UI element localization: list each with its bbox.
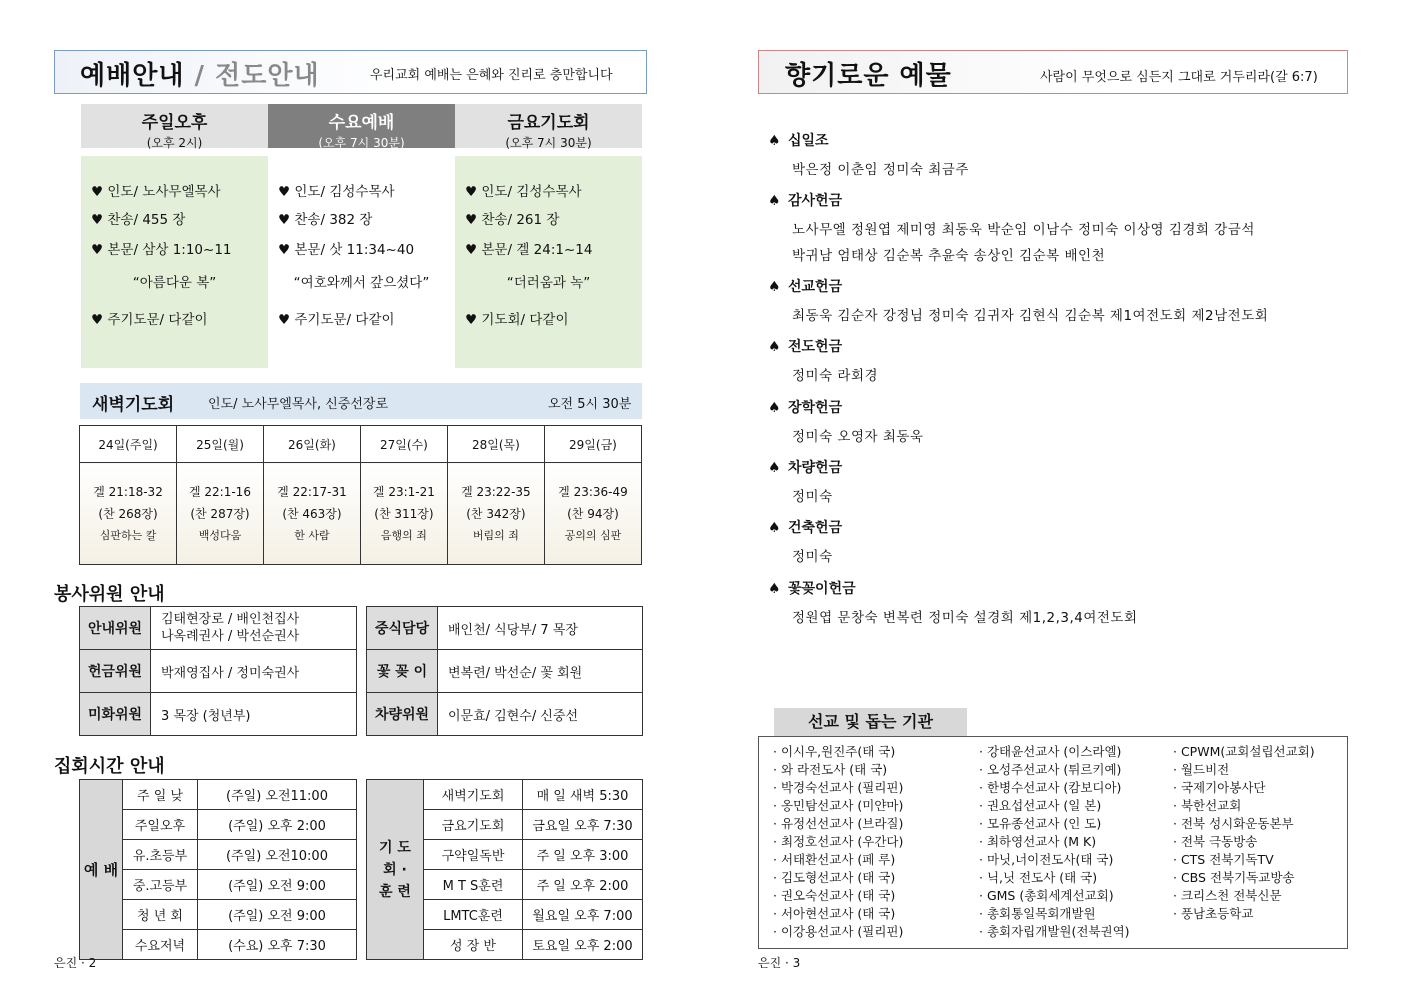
mission-item: · 서태환선교사 (페 루): [773, 852, 896, 867]
volunteer-label: 중식담당: [367, 607, 438, 650]
meeting-time: (주일) 오전10:00: [198, 840, 357, 870]
volunteer-table-left: [79, 606, 357, 736]
day-cell: [177, 463, 264, 565]
volunteer-value: [151, 607, 357, 650]
worship-times-table: [79, 779, 357, 960]
mission-item: · 오성주선교사 (튀르키예): [979, 762, 1122, 777]
service-line: ♥ 찬송/ 261 장: [465, 212, 560, 228]
service-detail-wednesday: [268, 156, 455, 368]
mission-item: · 옹민탐선교사 (미얀마): [773, 798, 904, 813]
meeting-time: 주 일 오후 2:00: [523, 870, 643, 900]
meeting-name: 청 년 회: [123, 900, 198, 930]
meeting-name: 주 일 낮: [123, 780, 198, 810]
mission-item: · 한병수선교사 (캄보디아): [979, 780, 1122, 795]
meeting-name: M T S훈련: [424, 870, 523, 900]
worship-subtitle: 우리교회 예배는 은혜와 진리로 충만합니다: [370, 68, 613, 83]
mission-item: · 크리스천 전북신문: [1173, 888, 1282, 903]
service-line: ♥ 본문/ 삿 11:34~40: [278, 242, 415, 258]
sermon-title: “아름다운 복”: [132, 275, 217, 291]
service-line: ♥ 찬송/ 455 장: [91, 212, 186, 228]
volunteer-label: 꽃 꽂 이: [367, 650, 438, 693]
mission-item: · 김도형선교사 (태 국): [773, 870, 896, 885]
day-topic: 백성다움: [198, 528, 242, 542]
spade-icon: ♠: [768, 193, 781, 209]
day-hymn: (찬 94장): [567, 506, 619, 521]
day-topic: 한 사람: [294, 528, 330, 542]
worship-side-label: 예 배: [80, 780, 123, 960]
offering-names: 정미숙 라회경: [792, 368, 879, 384]
offering-title-text: 장학헌금: [788, 400, 843, 416]
meeting-name: 금요기도회: [424, 810, 523, 840]
service-header-sunday: [81, 104, 268, 148]
offering-title: 향기로운 예물: [785, 61, 952, 91]
meeting-time: 토요일 오후 2:00: [523, 930, 643, 960]
volunteer-value: 배인천/ 식당부/ 7 목장: [438, 607, 643, 650]
service-time: (오후 7시 30분): [318, 136, 405, 150]
day-header: 27일(수): [360, 426, 447, 463]
dawn-prayer-title: 새벽기도회: [92, 395, 175, 415]
page-number-left: 은진 · 2: [54, 956, 97, 970]
day-topic: 공의의 심판: [564, 528, 622, 542]
service-detail-friday: [455, 156, 642, 368]
mission-item: · 강태윤선교사 (이스라엘): [979, 744, 1122, 759]
page-number-right: 은진 · 3: [758, 956, 801, 970]
sermon-title: “더러움과 녹”: [506, 275, 591, 291]
meeting-time: (주일) 오전 9:00: [198, 870, 357, 900]
day-topic: 음행의 죄: [380, 528, 427, 542]
day-text: 겔 23:36-49: [558, 484, 628, 499]
day-text: 겔 22:17-31: [277, 484, 347, 499]
mission-item: · 와 라전도사 (태 국): [773, 762, 888, 777]
offering-names: 정미숙 오영자 최동욱: [792, 429, 924, 445]
mission-item: · 박경숙선교사 (필리핀): [773, 780, 904, 795]
service-detail-sunday: [81, 156, 268, 368]
mission-item: · 풍남초등학교: [1173, 906, 1254, 921]
volunteer-value: 변복련/ 박선순/ 꽃 회원: [438, 650, 643, 693]
mission-item: · 이시우,원진주(태 국): [773, 744, 896, 759]
service-line: ♥ 기도회/ 다같이: [465, 312, 569, 328]
service-time: (오후 7시 30분): [505, 136, 592, 150]
day-topic: 버림의 죄: [472, 528, 519, 542]
volunteer-value-line: 김태현장로 / 배인천집사: [161, 612, 300, 627]
day-cell: [80, 463, 177, 565]
sermon-title: “여호와께서 갚으셨다”: [293, 275, 430, 291]
mission-item: · 북한선교회: [1173, 798, 1242, 813]
mission-item: · GMS (총회세계선교회): [979, 888, 1114, 903]
offering-building: [768, 517, 842, 565]
offering-title-text: 전도헌금: [788, 339, 843, 355]
volunteer-label: 차량위원: [367, 693, 438, 736]
mission-item: · 닉,닛 전도사 (태 국): [979, 870, 1098, 885]
mission-item: · 전북 극동방송: [1173, 834, 1258, 849]
offering-scholarship: [768, 397, 923, 445]
mission-item: · 국제기아봉사단: [1173, 780, 1266, 795]
volunteer-label: 안내위원: [80, 607, 151, 650]
spade-icon: ♠: [768, 400, 781, 416]
offering-vehicle: [768, 457, 842, 505]
offering-title-text: 감사헌금: [788, 193, 843, 209]
worship-title-main: 예배안내: [80, 61, 185, 91]
mission-column-1: [773, 743, 903, 941]
day-cell: [360, 463, 447, 565]
mission-item: · 이강용선교사 (필리핀): [773, 924, 904, 939]
dawn-schedule-table: [79, 425, 642, 565]
mission-item: · 서아현선교사 (태 국): [773, 906, 896, 921]
spade-icon: ♠: [768, 520, 781, 536]
day-topic: 심판하는 칼: [99, 528, 157, 542]
meeting-name: 새벽기도회: [424, 780, 523, 810]
day-header: 28일(목): [447, 426, 544, 463]
mission-item: · CBS 전북기독교방송: [1173, 870, 1295, 885]
meeting-name: LMTC훈련: [424, 900, 523, 930]
service-line: ♥ 본문/ 겔 24:1~14: [465, 242, 593, 258]
mission-item: · 전북 성시화운동본부: [1173, 816, 1294, 831]
offering-title-text: 건축헌금: [788, 520, 843, 536]
offering-names: 최동욱 김순자 강정님 정미숙 김귀자 김현식 김순복 제1여전도회 제2남전도회: [792, 308, 1269, 324]
meeting-time: 매 일 새벽 5:30: [523, 780, 643, 810]
meeting-time: 주 일 오후 3:00: [523, 840, 643, 870]
day-hymn: (찬 463장): [282, 506, 342, 521]
mission-item: · 유정선선교사 (브라질): [773, 816, 904, 831]
meeting-time: 월요일 오후 7:00: [523, 900, 643, 930]
mission-item: · 월드비전: [1173, 762, 1230, 777]
meeting-name: 구약일독반: [424, 840, 523, 870]
offering-title-text: 선교헌금: [788, 279, 843, 295]
meeting-name: 주일오후: [123, 810, 198, 840]
mission-column-2: [979, 743, 1130, 941]
service-line: ♥ 찬송/ 382 장: [278, 212, 373, 228]
meeting-time: (주일) 오전11:00: [198, 780, 357, 810]
day-text: 겔 23:1-21: [372, 484, 435, 499]
day-cell: [544, 463, 641, 565]
dawn-prayer-time: 오전 5시 30분: [548, 397, 632, 412]
mission-item: · 최하영선교사 (M K): [979, 834, 1097, 849]
service-name: 수요예배: [328, 113, 395, 133]
mission-item: · 총회자립개발원(전북권역): [979, 924, 1130, 939]
day-header: 26일(화): [263, 426, 360, 463]
mission-column-3: [1173, 743, 1315, 923]
service-line: ♥ 본문/ 삼상 1:10~11: [91, 242, 232, 258]
volunteer-value-line: 나옥례권사 / 박선순권사: [161, 629, 300, 644]
day-header: 29일(금): [544, 426, 641, 463]
service-line: ♥ 주기도문/ 다같이: [278, 312, 395, 328]
meeting-time: (주일) 오후 2:00: [198, 810, 357, 840]
mission-item: · 모유종선교사 (인 도): [979, 816, 1102, 831]
offering-tithe: [768, 130, 969, 178]
offering-title-text: 십일조: [788, 133, 829, 149]
spade-icon: ♠: [768, 460, 781, 476]
offering-names: 박귀남 엄태상 김순복 추윤숙 송상인 김순복 배인천: [792, 248, 1106, 264]
offering-title-text: 차량헌금: [788, 460, 843, 476]
day-hymn: (찬 287장): [190, 506, 250, 521]
worship-title: [80, 55, 320, 92]
mission-item: · 최정호선교사 (우간다): [773, 834, 904, 849]
meeting-time: (주일) 오전 9:00: [198, 900, 357, 930]
service-line: ♥ 주기도문/ 다같이: [91, 312, 208, 328]
service-name: 금요기도회: [507, 113, 590, 133]
meeting-name: 수요저녁: [123, 930, 198, 960]
mission-item: · CTS 전북기독TV: [1173, 852, 1274, 867]
service-line: ♥ 인도/ 김성수목사: [278, 184, 395, 200]
offering-mission: [768, 276, 1268, 324]
spade-icon: ♠: [768, 339, 781, 355]
service-header-wednesday: [268, 104, 455, 148]
service-header-friday: [455, 104, 642, 148]
day-header: 24일(주일): [80, 426, 177, 463]
offering-evangelism: [768, 336, 878, 384]
mission-item: · 권요섭선교사 (일 본): [979, 798, 1102, 813]
spade-icon: ♠: [768, 133, 781, 149]
mission-item: · 총회통일목회개발원: [979, 906, 1096, 921]
offering-flower: [768, 578, 1138, 626]
offering-names: 정원엽 문창숙 변복련 정미숙 설경희 제1,2,3,4여전도회: [792, 610, 1138, 626]
service-time: (오후 2시): [146, 136, 203, 150]
offering-names: 정미숙: [792, 549, 833, 565]
volunteer-value: 박재영집사 / 정미숙권사: [151, 650, 357, 693]
meeting-name: 성 장 반: [424, 930, 523, 960]
mission-heading: 선교 및 돕는 기관: [774, 708, 967, 736]
mission-box: [758, 736, 1348, 949]
service-name: 주일오후: [141, 113, 208, 133]
offering-names: 박은정 이춘임 정미숙 최금주: [792, 162, 969, 178]
mission-item: · 마닛,너이전도사(태 국): [979, 852, 1114, 867]
spade-icon: ♠: [768, 279, 781, 295]
day-text: 겔 23:22-35: [461, 484, 531, 499]
offering-names: 노사무엘 정원엽 제미영 최동욱 박순임 이남수 정미숙 이상영 김경희 강금석: [792, 222, 1255, 238]
dawn-prayer-leader: 인도/ 노사무엘목사, 신중선장로: [208, 397, 389, 412]
volunteer-value: 이문효/ 김현수/ 신중선: [438, 693, 643, 736]
volunteer-label: 헌금위원: [80, 650, 151, 693]
volunteer-heading: 봉사위원 안내: [54, 584, 165, 605]
volunteer-table-right: [366, 606, 643, 736]
day-text: 겔 21:18-32: [93, 484, 163, 499]
meeting-name: 중.고등부: [123, 870, 198, 900]
service-line: ♥ 인도/ 김성수목사: [465, 184, 582, 200]
prayer-times-table: [366, 779, 643, 960]
service-line: ♥ 인도/ 노사무엘목사: [91, 184, 221, 200]
day-header: 25일(월): [177, 426, 264, 463]
dawn-prayer-bar: [80, 383, 642, 419]
offering-thanks: [768, 190, 1255, 264]
worship-title-sep: /: [194, 61, 206, 91]
day-hymn: (찬 311장): [374, 506, 434, 521]
volunteer-label: 미화위원: [80, 693, 151, 736]
meeting-time: (수요) 오후 7:30: [198, 930, 357, 960]
day-text: 겔 22:1-16: [189, 484, 251, 499]
meeting-name: 유.초등부: [123, 840, 198, 870]
offering-title-text: 꽃꽂이헌금: [788, 581, 856, 597]
prayer-side-label: 기 도 회 · 훈 련: [367, 780, 424, 960]
meeting-time: 금요일 오후 7:30: [523, 810, 643, 840]
offering-names: 정미숙: [792, 489, 833, 505]
volunteer-value: 3 목장 (청년부): [151, 693, 357, 736]
day-hymn: (찬 268장): [98, 506, 158, 521]
day-hymn: (찬 342장): [466, 506, 526, 521]
evangelism-title: 전도안내: [215, 61, 320, 91]
mission-item: · CPWM(교회설립선교회): [1173, 744, 1315, 759]
mission-item: · 권오숙선교사 (태 국): [773, 888, 896, 903]
day-cell: [263, 463, 360, 565]
meeting-heading: 집회시간 안내: [54, 756, 165, 777]
spade-icon: ♠: [768, 581, 781, 597]
day-cell: [447, 463, 544, 565]
offering-subtitle: 사람이 무엇으로 심든지 그대로 거두리라(갈 6:7): [1040, 70, 1318, 85]
